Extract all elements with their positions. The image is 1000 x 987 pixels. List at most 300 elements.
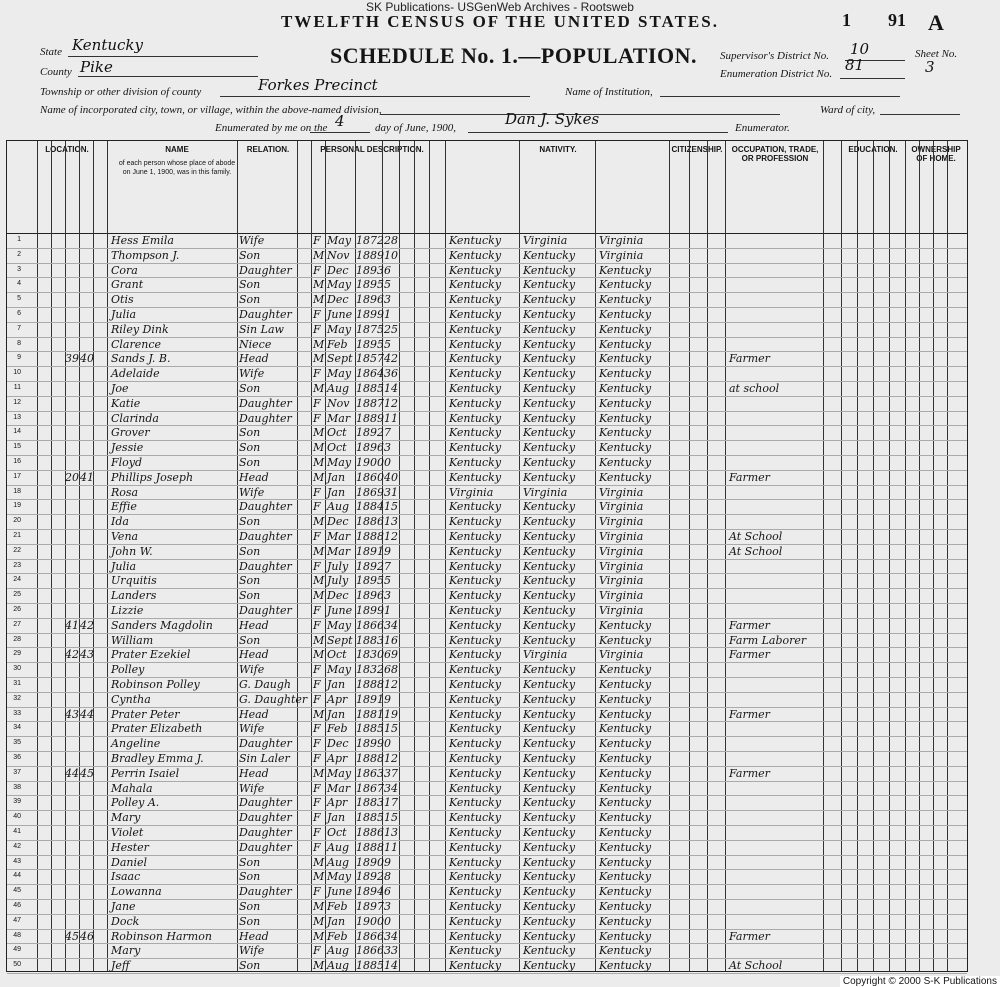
page-number: 91 [888,10,906,30]
occupation: Farmer [729,766,770,780]
birth-year: 1888 [356,752,384,765]
birth-month: Aug [327,959,350,973]
person-name: Hess Emila [111,234,174,247]
birth-month: Oct [327,441,347,455]
birthplace-mother: Virginia [599,530,644,543]
dwelling-number: 44 [65,766,79,780]
row-number: 10 [13,369,21,377]
sex: F [313,500,321,514]
birthplace-father: Kentucky [523,796,576,810]
ward-label: Ward of city, [820,104,876,116]
relation: Head [239,707,269,721]
sex: M [313,293,325,307]
birthplace: Kentucky [449,248,502,262]
county-label: County [40,66,72,78]
birthplace: Kentucky [449,337,502,351]
age: 14 [384,959,398,973]
birth-month: Apr [327,752,348,765]
person-name: Daniel [111,855,148,869]
age: 3 [384,900,391,913]
birth-month: Apr [327,692,348,706]
birth-year: 1892 [356,426,384,440]
sex: F [313,944,321,958]
birth-month: May [327,278,352,292]
table-row [7,840,967,856]
sex: F [313,322,321,336]
ownership-header: OWNERSHIP OF HOME. [911,145,961,163]
sex: M [313,544,325,558]
table-row [7,337,967,353]
birth-year: 1830 [356,648,384,662]
family-number: 40 [80,352,94,366]
birthplace-father: Kentucky [523,722,576,736]
table-row [7,248,967,264]
birthplace: Kentucky [449,826,502,839]
row-number: 24 [13,576,21,584]
birthplace: Kentucky [449,781,502,795]
birth-year: 1864 [356,367,384,381]
table-row [7,263,967,279]
birthplace-mother: Kentucky [599,618,652,632]
sex: F [313,811,321,825]
birthplace: Kentucky [449,500,502,514]
birth-month: Nov [327,396,350,410]
birthplace-father: Kentucky [523,559,576,573]
sex: F [313,840,321,854]
day-of-label: day of June, 1900, [375,122,456,134]
row-number: 17 [13,472,21,480]
age: 34 [384,781,398,795]
table-row [7,351,967,367]
table-row [7,307,967,323]
birth-year: 1899 [356,308,384,321]
table-row [7,781,967,797]
row-number: 25 [13,591,21,599]
age: 14 [384,382,398,395]
birthplace-mother: Kentucky [599,663,652,677]
age: 12 [384,530,398,543]
birthplace-father: Kentucky [523,337,576,351]
age: 0 [384,914,391,928]
birthplace: Kentucky [449,870,502,884]
row-number: 16 [13,458,21,465]
birth-year: 1893 [356,263,384,277]
birthplace-mother: Kentucky [599,944,652,958]
row-number: 48 [13,931,21,939]
age: 0 [384,737,391,751]
table-row [7,233,967,249]
table-row [7,470,967,486]
relation: Son [239,293,261,307]
row-number: 43 [13,857,21,865]
sex: F [313,559,321,573]
birth-year: 1885 [356,382,384,395]
sex: F [313,618,321,632]
birthplace-mother: Kentucky [599,426,652,440]
birth-month: May [327,456,352,469]
birthplace-father: Kentucky [523,944,576,958]
birth-year: 1888 [356,678,384,691]
schedule-title: SCHEDULE No. 1.—POPULATION. [330,43,697,68]
family-number: 46 [80,929,94,943]
age: 12 [384,678,398,691]
nativity-header: NATIVITY. [539,145,577,154]
row-number: 21 [13,532,21,539]
person-name: Lowanna [111,885,162,899]
birth-month: Mar [327,781,351,795]
birth-month: May [327,234,352,247]
birthplace-mother: Kentucky [599,367,652,381]
birthplace-mother: Virginia [599,648,644,662]
sex: M [313,426,325,440]
birthplace-mother: Virginia [599,515,644,529]
birthplace-mother: Kentucky [599,692,652,706]
person-name: Clarinda [111,411,159,425]
family-number: 45 [80,766,94,780]
birth-year: 1857 [356,352,384,366]
birth-year: 1892 [356,870,384,884]
relation: Son [239,959,261,973]
person-name: William [111,633,154,647]
relation: Son [239,248,261,262]
age: 68 [384,663,398,677]
sex: F [313,781,321,795]
age: 33 [384,944,398,958]
relation: Son [239,574,261,588]
relation: Head [239,470,269,484]
birthplace: Kentucky [449,855,502,869]
sex: M [313,959,325,973]
table-row [7,322,967,338]
birthplace: Kentucky [449,618,502,632]
row-number: 45 [13,887,21,895]
table-row [7,425,967,441]
birthplace: Kentucky [449,293,502,307]
name-header: NAME [165,145,189,154]
birth-year: 1886 [356,826,384,839]
person-name: Polley [111,663,145,677]
row-number: 27 [13,620,21,628]
birthplace-father: Kentucky [523,382,576,395]
birthplace-father: Virginia [523,485,568,499]
birth-year: 1895 [356,278,384,292]
birthplace: Kentucky [449,796,502,810]
person-name: Joe [111,382,129,395]
sex: F [313,692,321,706]
birthplace: Kentucky [449,367,502,381]
relation: Son [239,870,261,884]
birth-month: Apr [327,796,348,810]
occupation: at school [729,382,780,395]
birth-month: Jan [327,811,346,825]
birth-year: 1896 [356,441,384,455]
table-row [7,707,967,723]
birthplace: Kentucky [449,263,502,277]
relation: Head [239,618,269,632]
birthplace: Kentucky [449,574,502,588]
row-number: 42 [13,842,21,850]
person-name: Rosa [111,485,139,499]
age: 16 [384,633,398,647]
birthplace-father: Kentucky [523,855,576,869]
person-name: Robinson Polley [111,678,200,691]
relation: Daughter [239,500,292,514]
person-name: Cora [111,263,138,277]
birthplace-father: Kentucky [523,678,576,691]
source-banner: SK Publications- USGenWeb Archives - Rootsweb [366,0,634,14]
sex: M [313,441,325,455]
age: 1 [384,604,391,617]
birthplace-father: Kentucky [523,811,576,825]
birthplace-father: Kentucky [523,515,576,529]
age: 5 [384,337,391,351]
day-value: 4 [335,112,345,130]
birthplace-father: Kentucky [523,544,576,558]
dwelling-number: 43 [65,707,79,721]
relation: Wife [239,485,265,499]
sex: F [313,485,321,499]
person-name: Prater Peter [111,707,180,721]
supervisor-label: Supervisor's District No. [720,50,829,62]
row-number: 4 [17,280,21,288]
birthplace-father: Virginia [523,648,568,662]
birthplace: Virginia [449,485,494,499]
birthplace-mother: Kentucky [599,382,652,395]
birthplace: Kentucky [449,382,502,395]
row-number: 33 [13,709,21,717]
age: 36 [384,367,398,381]
birth-month: June [327,604,353,617]
birthplace-mother: Kentucky [599,900,652,913]
birthplace: Kentucky [449,278,502,292]
birth-year: 1883 [356,796,384,810]
person-name: Prater Ezekiel [111,648,191,662]
relation: Wife [239,367,265,381]
relation-header: RELATION. [246,145,290,154]
age: 42 [384,352,398,366]
age: 3 [384,293,391,307]
row-number: 47 [13,916,21,924]
age: 12 [384,752,398,765]
birth-month: May [327,766,352,780]
birthplace-mother: Kentucky [599,766,652,780]
occupation: Farmer [729,618,770,632]
relation: Son [239,589,261,603]
table-row [7,499,967,515]
birth-month: Feb [327,929,348,943]
occupation: Farmer [729,929,770,943]
birth-year: 1885 [356,959,384,973]
sex: M [313,278,325,292]
person-name: Adelaide [111,367,160,381]
person-name: Riley Dink [111,322,169,336]
birthplace-mother: Virginia [599,485,644,499]
age: 25 [384,322,398,336]
birth-year: 1886 [356,515,384,529]
table-row [7,411,967,427]
relation: Daughter [239,559,292,573]
person-name: Floyd [111,456,143,469]
relation: Wife [239,663,265,677]
birthplace-father: Kentucky [523,663,576,677]
birth-year: 1900 [356,914,384,928]
birthplace-mother: Kentucky [599,914,652,928]
occupation: At School [729,530,783,543]
row-number: 39 [13,798,21,806]
birth-month: May [327,618,352,632]
sex: F [313,263,321,277]
birthplace: Kentucky [449,352,502,366]
birthplace-father: Kentucky [523,411,576,425]
education-header: EDUCATION. [848,145,898,154]
age: 5 [384,574,391,588]
family-number: 42 [80,618,94,632]
relation: Son [239,456,261,469]
birth-year: 1895 [356,574,384,588]
age: 8 [384,870,391,884]
birth-month: Sept [327,352,353,366]
age: 15 [384,722,398,736]
birth-month: Feb [327,337,348,351]
birth-month: Dec [327,293,349,307]
person-name: Lizzie [111,604,144,617]
row-number: 13 [13,413,21,421]
birth-year: 1866 [356,944,384,958]
sex: M [313,352,325,366]
birth-month: Jan [327,914,346,928]
row-number: 9 [17,354,21,362]
relation: Son [239,426,261,440]
row-number: 41 [13,828,21,835]
person-name: Mahala [111,781,153,795]
age: 34 [384,929,398,943]
birthplace-father: Kentucky [523,840,576,854]
birthplace-mother: Kentucky [599,263,652,277]
occupation: Farm Laborer [729,633,807,647]
relation: Son [239,855,261,869]
birthplace-father: Kentucky [523,456,576,469]
age: 9 [384,544,391,558]
table-row [7,366,967,382]
birthplace-father: Kentucky [523,470,576,484]
birth-year: 1899 [356,737,384,751]
birthplace: Kentucky [449,544,502,558]
sex: M [313,382,325,395]
birthplace-father: Kentucky [523,781,576,795]
sex: F [313,604,321,617]
age: 28 [384,234,398,247]
birthplace-father: Kentucky [523,633,576,647]
birthplace: Kentucky [449,411,502,425]
birth-month: Mar [327,530,351,543]
dwelling-number: 42 [65,648,79,662]
row-number: 50 [13,961,21,969]
copyright: Copyright © 2000 S-K Publications [840,976,1000,987]
birth-year: 1866 [356,618,384,632]
birthplace-mother: Kentucky [599,322,652,336]
birth-month: Aug [327,840,350,854]
table-row [7,514,967,530]
birth-month: Jan [327,707,346,721]
family-number: 43 [80,648,94,662]
birth-year: 1897 [356,900,384,913]
relation: Head [239,648,269,662]
row-number: 23 [13,561,21,569]
sex: F [313,885,321,899]
enumerated-label: Enumerated by me on the [215,122,328,134]
age: 0 [384,456,391,469]
birthplace-father: Kentucky [523,263,576,277]
row-number: 31 [13,680,21,687]
person-name: Robinson Harmon [111,929,212,943]
sheet-value: 3 [925,58,935,76]
sex: M [313,574,325,588]
birth-month: July [327,559,349,573]
person-name: Angeline [111,737,161,751]
occupation: At School [729,959,783,973]
dwelling-number: 45 [65,929,79,943]
birthplace: Kentucky [449,766,502,780]
age: 40 [384,470,398,484]
birth-month: Aug [327,855,350,869]
age: 9 [384,855,391,869]
age: 1 [384,308,391,321]
age: 69 [384,648,398,662]
institution-label: Name of Institution, [565,86,653,98]
birthplace-father: Kentucky [523,914,576,928]
person-name: Vena [111,530,139,543]
birth-month: Aug [327,944,350,958]
birthplace-father: Kentucky [523,885,576,899]
row-number: 29 [13,650,21,658]
age: 13 [384,515,398,529]
birthplace-father: Kentucky [523,766,576,780]
table-row [7,869,967,885]
birth-year: 1860 [356,470,384,484]
sex: M [313,900,325,913]
person-name: Sands J. B. [111,352,171,366]
county-value: Pike [80,58,113,76]
age: 11 [384,411,398,425]
row-number: 38 [13,783,21,791]
row-number: 30 [13,665,21,673]
relation: Daughter [239,811,292,825]
birth-month: Jan [327,485,346,499]
occupation: Farmer [729,648,770,662]
birth-year: 1888 [356,840,384,854]
person-name: Clarence [111,337,162,351]
person-name: Sanders Magdolin [111,618,213,632]
birthplace-father: Kentucky [523,308,576,321]
row-number: 3 [17,265,21,273]
birth-year: 1888 [356,530,384,543]
sex: M [313,456,325,469]
relation: Son [239,441,261,455]
age: 37 [384,766,398,780]
birth-year: 1892 [356,559,384,573]
age: 11 [384,840,398,854]
birthplace-father: Kentucky [523,396,576,410]
row-number: 19 [13,502,21,510]
birthplace: Kentucky [449,707,502,721]
sex: M [313,929,325,943]
birth-year: 1869 [356,485,384,499]
birthplace: Kentucky [449,426,502,440]
birthplace-mother: Kentucky [599,929,652,943]
birth-year: 1887 [356,396,384,410]
birthplace-father: Kentucky [523,441,576,455]
person-name: Perrin Isaiel [111,766,180,780]
